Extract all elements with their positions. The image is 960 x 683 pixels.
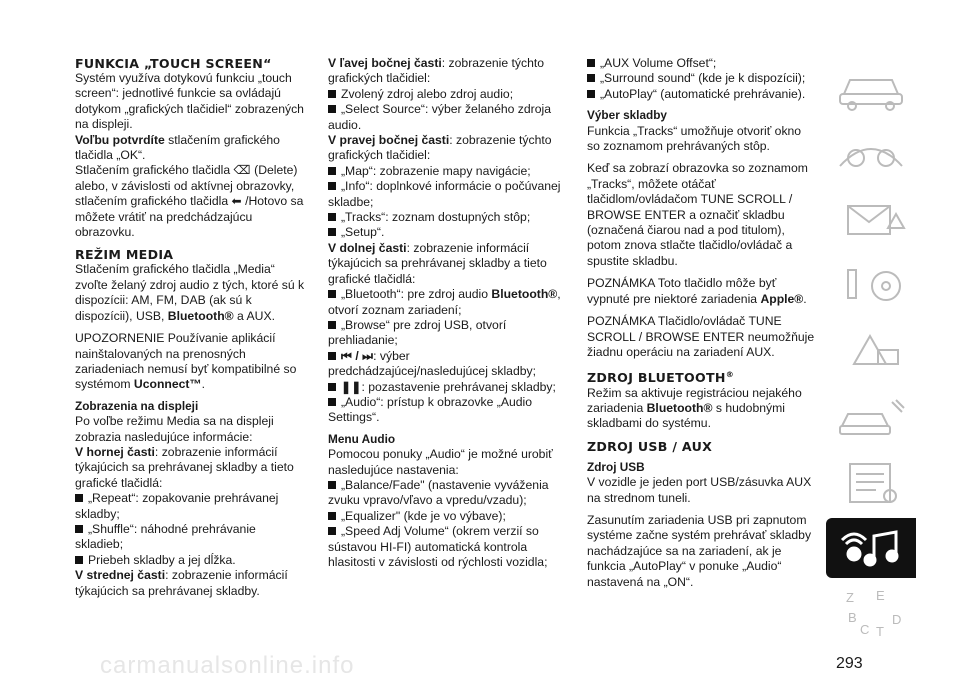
bullet-square-icon <box>328 167 336 175</box>
column-2 <box>328 56 566 570</box>
paragraph: Systém využíva dotykovú funkciu „touch screen“: jednotlivé funkcie sa ovládajú dotykom „grafických tlačidiel“ zobrazených na displeji. <box>75 71 304 132</box>
paragraph: Keď sa zobrazí obrazovka so zoznamom „Tracks“, môžete otáčať tlačidlom/ovládačom TUNE SCROLL / BROWSE ENTER a označiť skladbu (označená čiarou nad a pod titulom), potom znova stlačte tlačidlo/ovládač a spustite skladbu. <box>587 161 808 268</box>
index-letter: D <box>892 612 902 627</box>
list-item: „Equalizer" (kde je vo výbave); <box>328 509 566 524</box>
paragraph: V pravej bočnej časti: zobrazenie týchto grafických tlačidiel: <box>328 133 552 163</box>
page-number: 293 <box>836 655 863 672</box>
bullet-square-icon <box>328 105 336 113</box>
paragraph: Po voľbe režimu Media sa na displeji zobrazia nasledujúce informácie: <box>75 414 274 444</box>
list-item: „AutoPlay“ (automatické prehrávanie). <box>587 87 815 102</box>
list-item: „Info“: doplnkové informácie o počúvanej skladbe; <box>328 179 561 209</box>
bullet-square-icon <box>75 525 83 533</box>
list-item: „Setup“. <box>328 225 566 240</box>
index-icon[interactable] <box>826 584 916 644</box>
emergency-icon[interactable] <box>826 320 916 380</box>
paragraph: V vozidle je jeden port USB/zásuvka AUX na strednom tuneli. <box>587 475 812 505</box>
pause-icon: ❚❚ <box>341 379 362 394</box>
column-1 <box>75 56 307 599</box>
list-item: „Shuffle“: náhodné prehrávanie skladieb; <box>75 521 256 552</box>
column-3 <box>587 56 815 590</box>
subheading-usb-source: Zdroj USB <box>587 459 645 474</box>
note-paragraph: POZNÁMKA Tlačidlo/ovládač TUNE SCROLL / BROWSE ENTER neumožňuje žiadnu operáciu na zariadení AUX. <box>587 314 815 359</box>
paragraph: Funkcia „Tracks“ umožňuje otvoriť okno so zoznamom prehrávaných stôp. <box>587 123 802 154</box>
paragraph: Režim sa aktivuje registráciou nejakého zariadenia Bluetooth® s hudobnými skladbami do systému. <box>587 385 802 431</box>
bullet-square-icon <box>328 398 336 406</box>
bullet-square-icon <box>328 512 336 520</box>
bullet-square-icon <box>328 90 336 98</box>
list-item: ⏮ / ⏭: výber predchádzajúcej/nasledujúcej skladby; <box>328 348 536 379</box>
list-item: „Balance/Fade" (nastavenie vyváženia zvuku vpravo/vľavo a vpredu/vzadu); <box>328 477 549 508</box>
bullet-square-icon <box>328 213 336 221</box>
paragraph: V dolnej časti: zobrazenie informácií týkajúcich sa prehrávanej skladby a tieto grafické tlačidlá: <box>328 240 547 286</box>
section-heading-bluetooth: ZDROJ BLUETOOTH® <box>587 370 735 386</box>
list-item: Zvolený zdroj alebo zdroj audio; <box>328 87 566 102</box>
bullet-square-icon <box>328 321 336 329</box>
envelope-warning-icon[interactable] <box>826 188 916 248</box>
multimedia-icon[interactable] <box>826 518 916 578</box>
car-icon[interactable] <box>826 56 916 116</box>
paragraph: Zasunutím zariadenia USB pri zapnutom systéme začne systém prehrávať skladby nachádzajúce sa na zariadení, ak je funkcia „AutoPlay“ v ponuke „Audio“ nastavená na „ON“. <box>587 512 812 589</box>
list-item: „Tracks“: zoznam dostupných stôp; <box>328 210 566 225</box>
paragraph: Stlačením grafického tlačidla „Media“ zvoľte želaný zdroj audio z tých, ktoré sú k dispozícii: AM, FM, DAB (ak sú k dispozícii), USB, Bluetooth® a AUX. <box>75 262 305 323</box>
list-item: „AUX Volume Offset“; <box>587 56 815 71</box>
list-item: „Select Source“: výber želaného zdroja audio. <box>328 102 552 132</box>
bullet-square-icon <box>587 59 595 67</box>
bullet-square-icon <box>328 290 336 298</box>
bullet-square-icon <box>587 74 595 82</box>
note-paragraph: POZNÁMKA Toto tlačidlo môže byť vypnuté pre niektoré zariadenia Apple®. <box>587 276 807 306</box>
subheading-display: Zobrazenia na displeji <box>75 398 199 413</box>
list-item: „Bluetooth“: pre zdroj audio Bluetooth®, otvorí zoznam zariadení; <box>328 287 561 317</box>
list-item: „Repeat“: zopakovanie prehrávanej skladby; <box>75 491 279 521</box>
list-item: „Audio“: prístup k obrazovke „Audio Settings“. <box>328 394 533 425</box>
bullet-square-icon <box>328 481 336 489</box>
section-heading-usb-aux: ZDROJ USB / AUX <box>587 438 713 454</box>
section-heading-touch-screen: FUNKCIA „TOUCH SCREEN“ <box>75 56 272 71</box>
specifications-icon[interactable] <box>826 452 916 512</box>
car-service-icon[interactable] <box>826 386 916 446</box>
subheading-track-select: Výber skladby <box>587 108 667 123</box>
dashboard-icon[interactable] <box>826 122 916 182</box>
prev-next-icon: ⏮ / ⏭ <box>341 348 374 363</box>
back-arrow-icon: ⬅ <box>231 194 242 209</box>
watermark: carmanualsonline.info <box>100 652 355 679</box>
index-letter: B <box>848 610 857 625</box>
subheading-audio-menu: Menu Audio <box>328 431 396 446</box>
bullet-square-icon <box>328 228 336 236</box>
paragraph: V ľavej bočnej časti: zobrazenie týchto grafických tlačidiel: <box>328 56 545 86</box>
list-item: „Browse“ pre zdroj USB, otvorí prehliadanie; <box>328 317 507 348</box>
delete-icon: ⌫ <box>233 163 251 178</box>
bullet-square-icon <box>75 556 83 564</box>
bullet-square-icon <box>328 383 336 391</box>
index-letter: C <box>860 622 870 637</box>
list-item: „Surround sound“ (kde je k dispozícii); <box>587 71 815 86</box>
paragraph: Pomocou ponuky „Audio“ je možné urobiť nasledujúce nastavenia: <box>328 447 553 477</box>
note-paragraph: UPOZORNENIE Používanie aplikácií nainštalovaných na prenosných zariadeniach nemusí byť kompatibilné so systémom Uconnect™. <box>75 331 297 392</box>
list-item: „Speed Adj Volume“ (okrem verzií so sústavou HI-FI) automatická kontrola hlasitosti v závislosti od rýchlosti vozidla; <box>328 524 548 569</box>
paragraph: V strednej časti: zobrazenie informácií týkajúcich sa prehrávanej skladby. <box>75 568 288 598</box>
list-item: ❚❚: pozastavenie prehrávanej skladby; <box>328 380 566 395</box>
bullet-square-icon <box>328 182 336 190</box>
bullet-square-icon <box>328 527 336 535</box>
index-letter: T <box>876 624 884 639</box>
list-item: „Map“: zobrazenie mapy navigácie; <box>328 164 566 179</box>
bullet-square-icon <box>328 352 336 360</box>
bullet-square-icon <box>75 494 83 502</box>
paragraph: Stlačením grafického tlačidla ⌫ (Delete) alebo, v závislosti od aktívnej obrazovky, stlačením grafického tlačidla ⬅ /Hotovo sa môžete vrátiť na predchádzajúcu obrazovku. <box>75 163 304 240</box>
section-heading-media-mode: REŽIM MEDIA <box>75 247 174 263</box>
index-letter: E <box>876 588 885 603</box>
index-letter: Z <box>846 590 854 605</box>
paragraph: Voľbu potvrdíte stlačením grafického tlačidla „OK“. <box>75 132 280 163</box>
bullet-square-icon <box>587 90 595 98</box>
list-item: Priebeh skladby a jej dĺžka. <box>75 553 307 568</box>
driving-safety-icon[interactable] <box>826 254 916 314</box>
paragraph: V hornej časti: zobrazenie informácií týkajúcich sa prehrávanej skladby a tieto grafické tlačidlá: <box>75 444 294 490</box>
